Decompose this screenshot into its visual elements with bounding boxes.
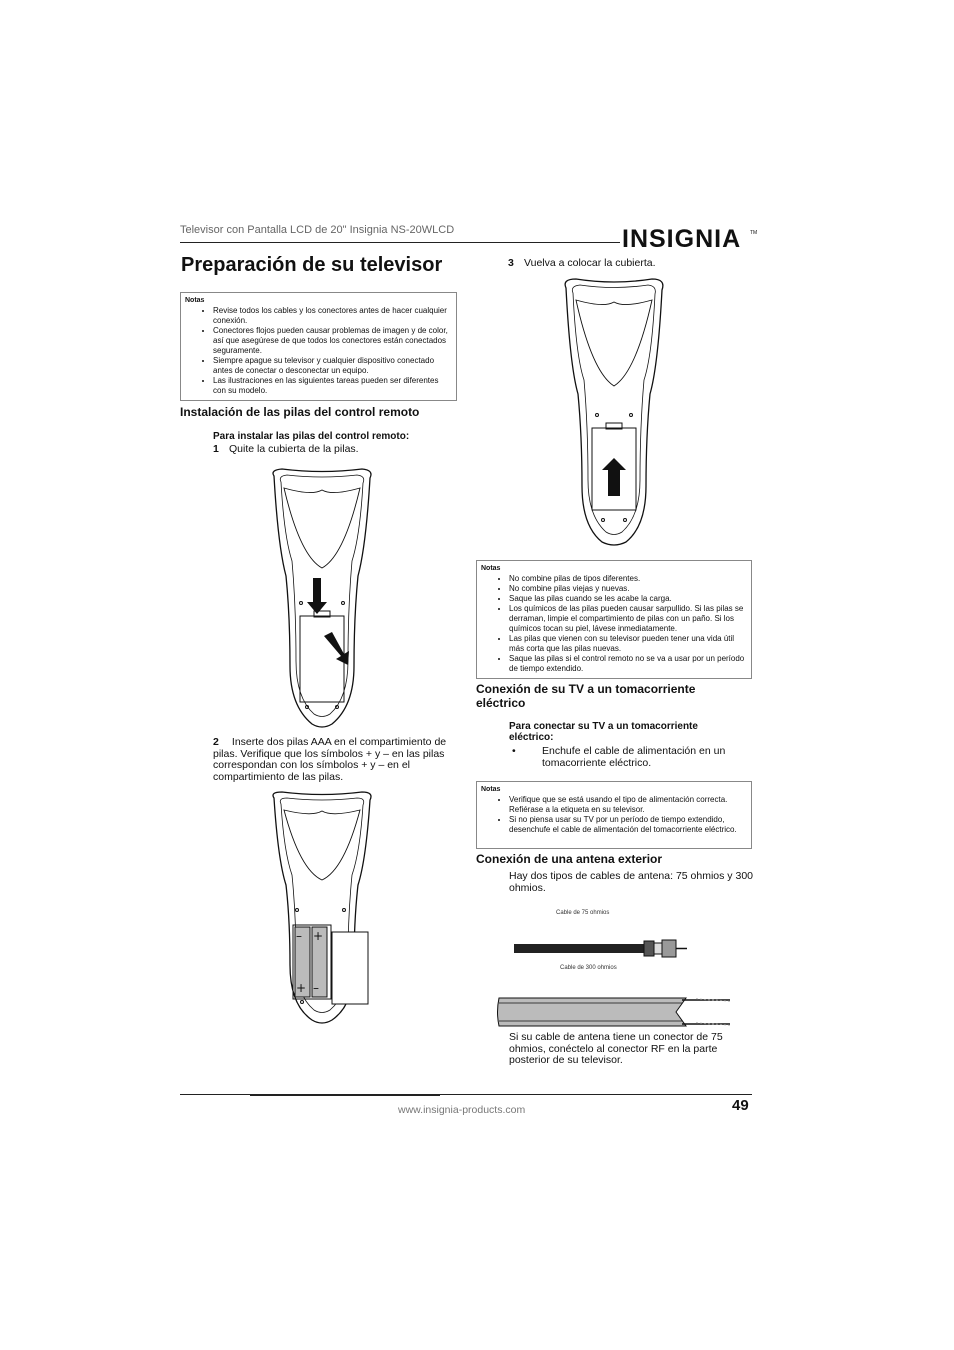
page-number: 49 bbox=[732, 1097, 749, 1114]
remote-open-cover-figure bbox=[262, 466, 382, 736]
antenna-intro: Hay dos tipos de cables de antena: 75 ohmios y 300 ohmios. bbox=[509, 870, 753, 894]
coax-cable-75-figure bbox=[512, 934, 690, 964]
svg-text:–: – bbox=[313, 981, 319, 995]
step-2: 2 Inserte dos pilas AAA en el compartimiento de pilas. Verifique que los símbolos + y – en las pilas correspondan con los símbolos + y – en el compartimiento de las pilas. bbox=[213, 736, 447, 783]
notes-box-1 bbox=[180, 292, 457, 401]
step-3: 3 Vuelva a colocar la cubierta. bbox=[508, 257, 656, 269]
procedure-title: Para conectar su TV a un tomacorriente eléctrico: bbox=[509, 721, 698, 743]
cable-75-caption: Cable de 75 ohmios bbox=[556, 910, 610, 916]
power-bullet: • Enchufe el cable de alimentación en un tomacorriente eléctrico. bbox=[512, 745, 726, 769]
note-item: • No combine pilas viejas y nuevas. bbox=[509, 584, 745, 594]
header-rule bbox=[180, 242, 620, 243]
notes-title: Notas bbox=[185, 297, 205, 304]
remote-batteries-figure bbox=[262, 790, 382, 1030]
note-item: • Los químicos de las pilas pueden causar sarpullido. Si las pilas se derraman, limpie el compartimiento de pilas con un paño. Si los químicos tocan su piel, lávese inmediatamente. bbox=[509, 604, 745, 634]
notes-box-2 bbox=[476, 560, 752, 679]
note-item: • No combine pilas de tipos diferentes. bbox=[509, 574, 745, 584]
note-item: • Si no piensa usar su TV por un período de tiempo extendido, desenchufe el cable de alimentación del tomacorriente eléctrico. bbox=[509, 815, 745, 835]
cable-300-caption: Cable de 300 ohmios bbox=[560, 965, 617, 971]
logo-text: INSIGNIA bbox=[622, 225, 742, 253]
running-header: Televisor con Pantalla LCD de 20" Insignia NS-20WLCD bbox=[180, 224, 455, 236]
remote-closed-cover-figure bbox=[556, 276, 672, 552]
procedure-title: Para instalar las pilas del control remoto: bbox=[213, 431, 410, 442]
notes-title: Notas bbox=[481, 565, 501, 572]
step-1: 1 Quite la cubierta de la pilas. bbox=[213, 443, 359, 455]
note-item: • Las ilustraciones en las siguientes tareas pueden ser diferentes con su modelo. bbox=[213, 376, 450, 396]
note-item: • Conectores flojos pueden causar problemas de imagen y de color, así que asegúrese de que todos los conectores están conectados seguramente. bbox=[213, 326, 450, 356]
notes-box-3 bbox=[476, 781, 752, 849]
antenna-outro: Si su cable de antena tiene un conector de 75 ohmios, conéctelo al conector RF en la parte posterior de su televisor. bbox=[509, 1031, 723, 1066]
note-item: • Siempre apague su televisor y cualquier dispositivo conectado antes de conectar o desconectar un equipo. bbox=[213, 356, 450, 376]
section-heading-antenna: Conexión de una antena exterior bbox=[476, 852, 663, 866]
twin-lead-300-figure bbox=[496, 994, 736, 1030]
note-item: • Saque las pilas cuando se les acabe la carga. bbox=[509, 594, 745, 604]
notes-title: Notas bbox=[481, 786, 501, 793]
svg-text:–: – bbox=[296, 929, 302, 943]
note-item: • Saque las pilas si el control remoto no se va a usar por un período de tiempo extendido. bbox=[509, 654, 745, 674]
footer-url: www.insignia-products.com bbox=[398, 1104, 526, 1116]
note-item: • Revise todos los cables y los conectores antes de hacer cualquier conexión. bbox=[213, 306, 450, 326]
section-heading-batteries: Instalación de las pilas del control remoto bbox=[180, 405, 420, 419]
svg-text:TM: TM bbox=[750, 230, 758, 236]
note-item: • Las pilas que vienen con su televisor pueden tener una vida útil más corta que las pilas nuevas. bbox=[509, 634, 745, 654]
section-heading-power: Conexión de su TV a un tomacorriente eléctrico bbox=[476, 682, 696, 710]
insignia-logo bbox=[622, 220, 762, 254]
svg-text:+: + bbox=[313, 929, 324, 943]
footer-rule-accent bbox=[250, 1094, 440, 1096]
svg-text:+: + bbox=[296, 981, 307, 995]
page-title: Preparación de su televisor bbox=[181, 254, 443, 276]
note-item: • Verifique que se está usando el tipo de alimentación correcta. Refiérase a la etiqueta en su televisor. bbox=[509, 795, 745, 815]
